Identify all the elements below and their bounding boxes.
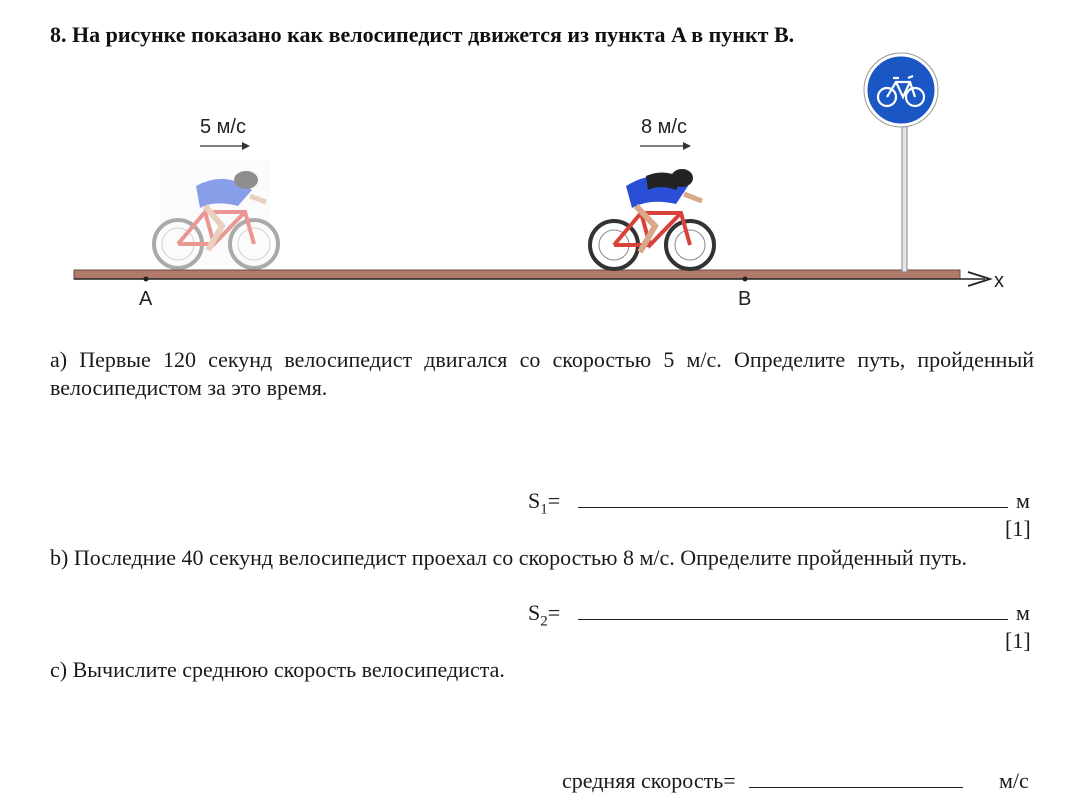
point-b-label: B bbox=[738, 288, 752, 310]
answer-c-row bbox=[562, 768, 963, 794]
point-b-dot bbox=[743, 277, 748, 282]
answer-b-blank[interactable] bbox=[578, 601, 1008, 620]
speed-arrow-1-icon bbox=[200, 142, 250, 150]
answer-b-eq: = bbox=[547, 600, 561, 625]
answer-b-sub: 2 bbox=[540, 613, 548, 630]
question-b-text: b) Последние 40 секунд велосипедист проехал со скоростью 8 м/с. Определите пройденный путь. bbox=[50, 545, 968, 570]
answer-a-sub: 1 bbox=[540, 501, 548, 518]
axis-x-label: x bbox=[994, 270, 1004, 292]
answer-a-blank[interactable] bbox=[578, 489, 1008, 508]
speed-label-1: 5 м/с bbox=[200, 116, 246, 138]
speed-arrow-2-icon bbox=[640, 142, 691, 150]
cyclist-1-icon bbox=[154, 160, 278, 268]
answer-a-row bbox=[528, 488, 1008, 518]
bicycle-road-sign-icon bbox=[864, 53, 938, 272]
point-a-dot bbox=[144, 277, 149, 282]
question-a-text: a) Первые 120 секунд велосипедист двигался со скоростью 5 м/с. Определите путь, пройденный велосипедистом за это время. bbox=[50, 347, 1034, 400]
figure bbox=[0, 0, 1080, 330]
answer-c-blank[interactable] bbox=[749, 769, 963, 788]
point-a-label: A bbox=[139, 288, 153, 310]
question-c-text: c) Вычислите среднюю скорость велосипедиста. bbox=[50, 657, 505, 682]
answer-a-mark: [1] bbox=[1005, 516, 1031, 541]
answer-c-unit: м/с bbox=[999, 768, 1029, 793]
figure-svg bbox=[0, 0, 1080, 330]
answer-b-row bbox=[528, 600, 1008, 630]
answer-b-mark: [1] bbox=[1005, 628, 1031, 653]
question-title: 8. На рисунке показано как велосипедист движется из пункта A в пункт B. bbox=[50, 22, 795, 47]
answer-b-unit: м bbox=[1016, 600, 1030, 625]
answer-a-label: S bbox=[528, 488, 541, 513]
road bbox=[74, 270, 960, 279]
cyclist-2-icon bbox=[590, 169, 714, 269]
speed-label-2: 8 м/с bbox=[641, 116, 687, 138]
answer-b-label: S bbox=[528, 600, 541, 625]
answer-a-unit: м bbox=[1016, 488, 1030, 513]
answer-c-label: средняя скорость= bbox=[562, 768, 736, 793]
answer-a-eq: = bbox=[547, 488, 561, 513]
